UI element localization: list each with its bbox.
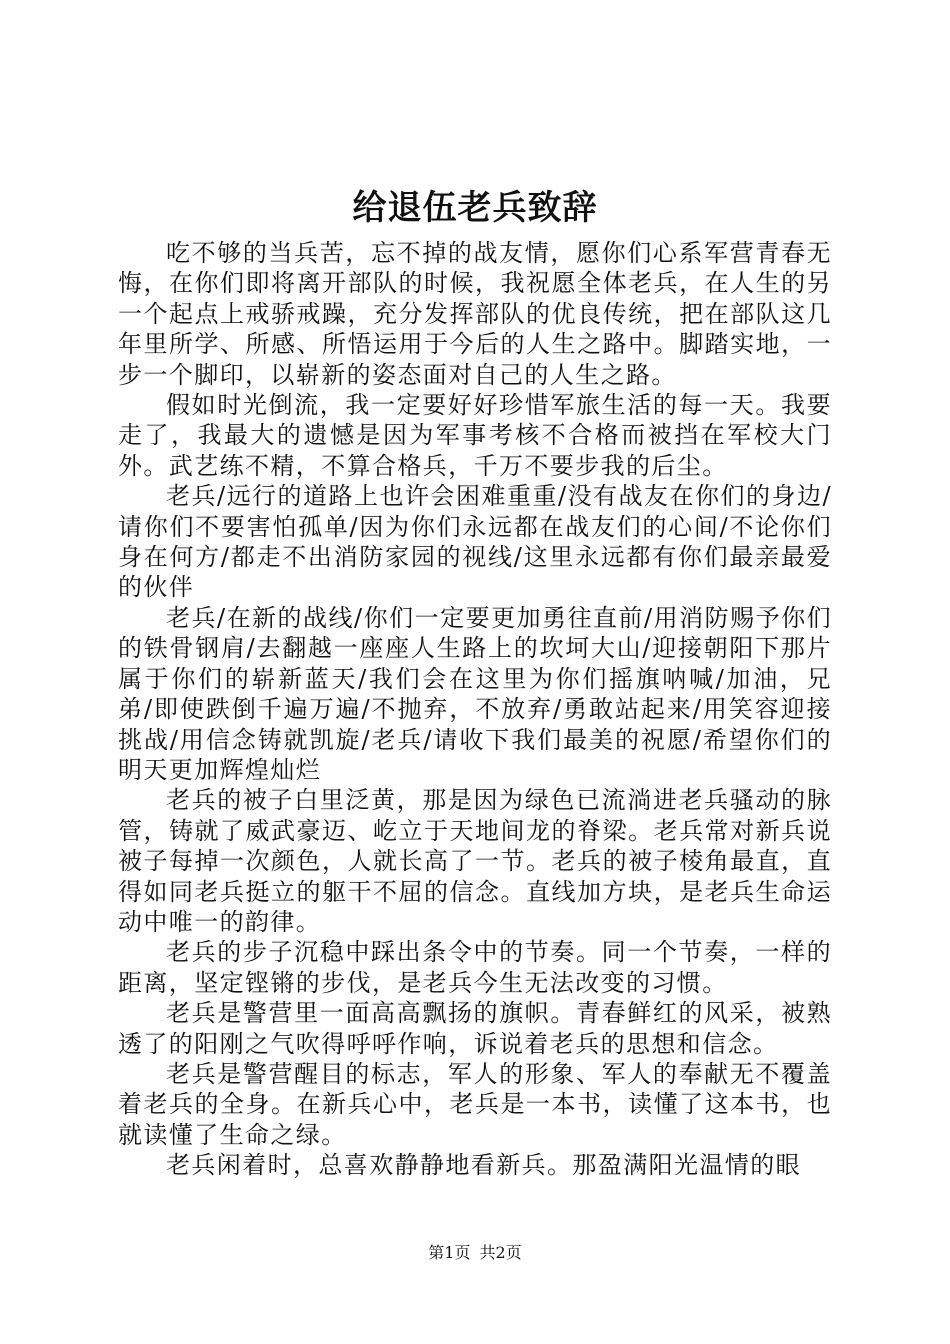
document-body [118, 238, 832, 1181]
page-footer [0, 1242, 950, 1264]
paragraph: 老兵/远行的道路上也许会困难重重/没有战友在你们的身边/请你们不要害怕孤单/因为你们永远都在战友们的心间/不论你们身在何方/都走不出消防家园的视线/这里永远都有你们最亲最爱的伙伴 [118, 482, 832, 602]
page-number-current: 第1页 [428, 1243, 471, 1262]
paragraph: 吃不够的当兵苦，忘不掉的战友情，愿你们心系军营青春无悔，在你们即将离开部队的时候，我祝愿全体老兵，在人生的另一个起点上戒骄戒躁，充分发挥部队的优良传统，把在部队这几年里所学、所感、所悟运用于今后的人生之路中。脚踏实地，一步一个脚印，以崭新的姿态面对自己的人生之路。 [118, 239, 832, 389]
paragraph: 老兵的步子沉稳中踩出条令中的节奏。同一个节奏，一样的距离，坚定铿锵的步伐，是老兵今生无法改变的习惯。 [118, 938, 832, 997]
paragraph: 老兵的被子白里泛黄，那是因为绿色已流淌进老兵骚动的脉管，铸就了威武豪迈、屹立于天地间龙的脊梁。老兵常对新兵说被子每掉一次颜色，人就长高了一节。老兵的被子棱角最直，直得如同老兵挺立的躯干不屈的信念。直线加方块，是老兵生命运动中唯一的韵律。 [118, 786, 832, 936]
paragraph: 老兵闲着时，总喜欢静静地看新兵。那盈满阳光温情的眼 [166, 1151, 801, 1180]
paragraph: 老兵/在新的战线/你们一定要更加勇往直前/用消防赐予你们的铁骨钢肩/去翻越一座座人生路上的坎坷大山/迎接朝阳下那片属于你们的崭新蓝天/我们会在这里为你们摇旗呐喊/加油，兄弟/即使跌倒千遍万遍/不抛弃，不放弃/勇敢站起来/用笑容迎接挑战/用信念铸就凯旋/老兵/请收下我们最美的祝愿/希望你们的明天更加辉煌灿烂 [118, 603, 832, 784]
paragraph: 假如时光倒流，我一定要好好珍惜军旅生活的每一天。我要走了，我最大的遗憾是因为军事考核不合格而被挡在军校大门外。武艺练不精，不算合格兵，千万不要步我的后尘。 [118, 391, 832, 480]
page-number-total: 共2页 [479, 1243, 522, 1262]
paragraph: 老兵是警营醒目的标志，军人的形象、军人的奉献无不覆盖着老兵的全身。在新兵心中，老兵是一本书，读懂了这本书，也就读懂了生命之绿。 [118, 1059, 832, 1149]
paragraph: 老兵是警营里一面高高飘扬的旗帜。青春鲜红的风采，被熟透了的阳刚之气吹得呼呼作响，诉说着老兵的思想和信念。 [118, 999, 832, 1058]
document-title: 给退伍老兵致辞 [352, 188, 598, 228]
